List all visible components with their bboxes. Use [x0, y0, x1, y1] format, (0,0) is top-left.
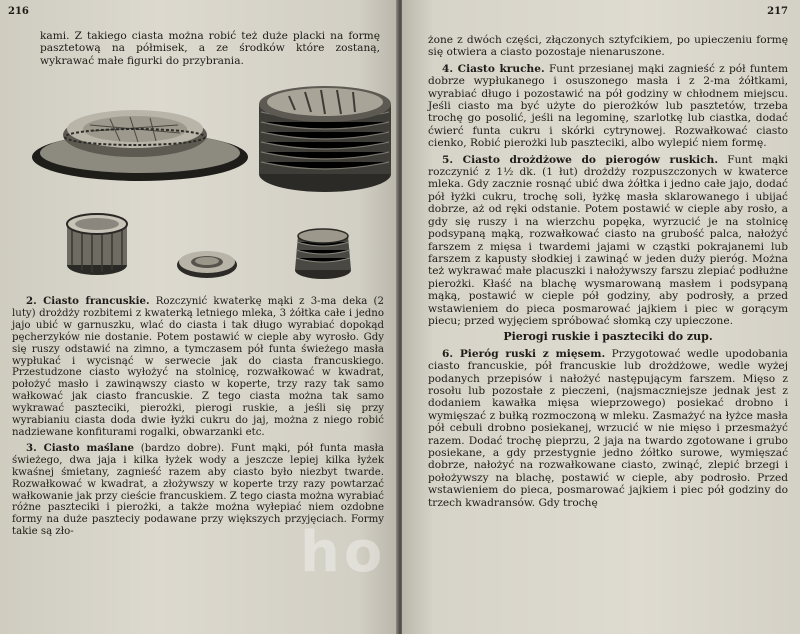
page-number-right: 217 — [767, 6, 788, 17]
recipe-title-3: 3. Ciasto maślane — [26, 441, 135, 454]
continuation-paragraph: żone z dwóch części, złączonych sztyfcikiem, po upieczeniu formę się otwiera a ciasto pozostaje nienaruszone. — [428, 34, 788, 59]
flat-pastry-form-illustration — [30, 95, 250, 200]
recipe-title-4: 4. Ciasto kruche. — [442, 62, 545, 75]
round-cutter-illustration — [175, 243, 240, 281]
recipe-text-2: Rozczynić kwaterkę mąki z 3-ma deka (2 luty) drożdży rozbitemi z kwaterką letniego mleka, 3 żółtka całe i jedno jajo ubić w garnuszku, wlać do ciasta i tak długo wyrabiać dopokąd pęcherzyków nie dostanie. Potem postawić w cieple aby wyrosło. Gdy się ruszy odstawić na zimno, a tymczasem pół funta świeżego masła wypłukać i wycisnąć w serwecie jak do ciasta francuskiego. Przestudzone ciasto wyłożyć na stolnicę, rozwałkować w kwadrat, położyć masło i zawinąwszy ciasto w koperte, trzy razy tak samo wałkować jak ciasto francuskie. Z tego ciasta można tak samo wykrawać paszteciki, pierożki, pierogi ruskie, a jeśli się przy wyrabianiu ciasta doda dwie łyżki cukru do jaj, można z niego robić nadziewane konfiturami rogalki, obwarzanki etc. — [12, 296, 384, 438]
recipe-text-5: Funt mąki rozczynić z 1½ dk. (1 łut) drożdży rozpuszczonych w kwaterce mleka. Gdy zacznie rosnąć ubić dwa żółtka i jedno całe jajo, dodać pół łyżki cukru, trochę soli, łyżkę masła sklarowanego i ubijać dobrze, aż od ręki odstanie. Potem postawić w cieple aby rosło, a gdy się ruszy i na wierzchu popęka, wyrzucić je na stolnicę podsypaną mąką, rozwałkować ciasto na grubość palca, nałożyć farszem z mięsa i twardemi jajami w cząstki pokrajanemi lub farszem z kapusty słodkiej i zawinąć w jeden duży pieróg. Można też wykrawać małe placuszki i nałożywszy farszu zlepiać podłużne pierożki. Kłaść na blachę wysmarowaną masłem i podsypaną mąką, postawić w cieple pół godziny, aby podrosły, a przed wstawieniem do pieca posmarować jajkiem i piec w gorącym piecu; przed wyjęciem spróbować słomką czy upieczone. — [428, 153, 788, 327]
intro-text — [40, 30, 380, 71]
section-heading: Pierogi ruskie i paszteciki do zup. — [503, 330, 713, 344]
recipe-title-2: 2. Ciasto francuskie. — [26, 295, 150, 307]
recipe-text-3: (bardzo dobre). Funt mąki, pół funta masła świeżego, dwa jaja i kilka łyżek wody a jeszcze lepiej kilka łyżek kwaśnej śmietany, zagnieść razem aby ciasto było niezbyt twarde. Rozwałkować w kwadrat, a złożywszy w koperte trzy razy powtarzać wałkowanie jak przy cieście francuskiem. Z tego ciasta można wyrabiać różne paszteciki i pierożki, a także można wyłepiać niem ozdobne formy na duże paszteciy podawane przy większych przyjęciach. Formy takie są zło- — [12, 442, 384, 538]
page-number-left: 216 — [8, 6, 29, 17]
paragraph-ciasto-drozdzowe — [428, 154, 788, 328]
paragraph-pierog-ruski — [428, 348, 788, 509]
recipe-title-6: 6. Pieróg ruski z mięsem. — [442, 347, 606, 360]
left-body-text — [12, 296, 384, 542]
paragraph-ciasto-kruche — [428, 63, 788, 150]
paragraph-ciasto-francuskie — [12, 296, 384, 439]
intro-paragraph: kami. Z takiego ciasta można robić też duże placki na formę pasztetową na półmisek, a ze środków które zostaną, wykrawać małe figurki do przybrania. — [40, 30, 380, 67]
tall-pastry-form-illustration — [255, 82, 395, 197]
watermark: ho — [300, 520, 387, 585]
right-body-text — [428, 34, 788, 513]
right-page — [402, 0, 800, 634]
recipe-text-6: Przygotować wedle upodobania ciasto francuskie, pół francuskie lub drożdżowe, wedle wyżej podanych przepisów i nałożyć następującym farszem. Mięso z rosołu lub pozostałe z pieczeni, (najsmaczniejsze jednak jest z dodaniem kawałka mięsa wieprzowego) posiekać drobno i wymięszać z bułką rozmoczoną w mleku. Zasmażyć na łyżce masła pół cebuli drobno posiekanej, wrzucić w nie mięso i przesmażyć razem. Dodać trochę pieprzu, 2 jaja na twardo zgotowane i grubo posiekane, a gdy przestygnie jedno żółtko surowe, wymięszać dobrze, nałożyć na rozwałkowane ciasto, zwinąć, zlepić brzegi i położywszy na blachę, postawić w cieple, aby podrosło. Przed wstawieniem do pieca, posmarować jajkiem i piec pół godziny do trzech kwadransów. Gdy trochę — [428, 347, 788, 509]
small-mould-illustration — [292, 222, 354, 280]
recipe-text-4: Funt przesianej mąki zagnieść z pół funtem dobrze wypłukanego i osuszonego masła i z 2-ma żółtkami, wyrabiać długo i pozostawić na pół godziny w chłodnem miejscu. Jeśli ciasto ma być użyte do pierożków lub pasztetów, trzeba trochę go posolić, jeśli na legominę, szarlotkę lub ciastka, dodać ćwierć funta cukru i skórki cytrynowej. Rozwałkować ciasto cienko, Robić pierożki lub paszteciki, albo wylepić niem formę. — [428, 62, 789, 150]
recipe-title-5: 5. Ciasto drożdżowe do pierogów ruskich. — [442, 153, 719, 166]
ring-cutter-illustration — [62, 210, 132, 280]
